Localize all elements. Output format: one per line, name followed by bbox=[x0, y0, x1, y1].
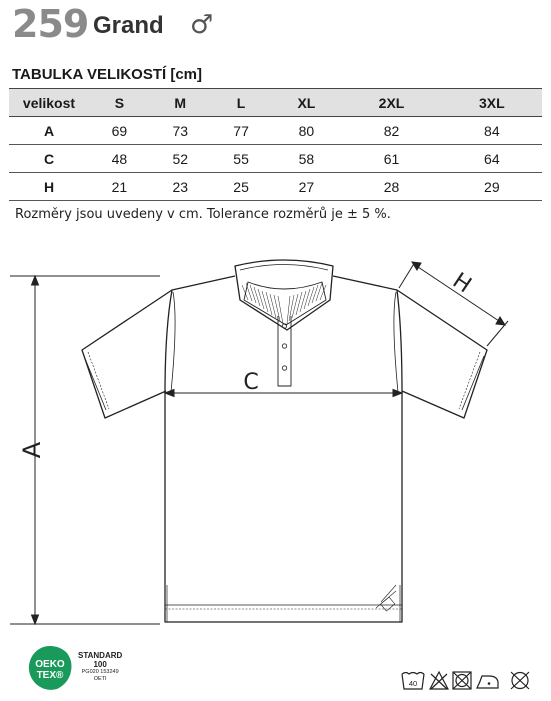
table-cell: 48 bbox=[89, 145, 150, 173]
button bbox=[282, 366, 286, 370]
size-table bbox=[9, 88, 542, 201]
size-table-title: TABULKA VELIKOSTÍ [cm] bbox=[12, 66, 202, 83]
no-tumble-dry-icon bbox=[453, 672, 471, 689]
table-cell: 64 bbox=[442, 145, 542, 173]
size-table-corner: velikost bbox=[9, 89, 89, 117]
table-cell: 28 bbox=[341, 173, 441, 201]
table-cell: 52 bbox=[150, 145, 211, 173]
table-cell: 58 bbox=[271, 145, 341, 173]
no-dry-clean-icon bbox=[511, 672, 529, 689]
product-name: Grand bbox=[93, 12, 164, 39]
table-row bbox=[9, 173, 542, 201]
polo-shirt-drawing bbox=[0, 240, 551, 635]
wash-40-icon bbox=[402, 673, 424, 690]
certificate-code: PG020 153249 bbox=[81, 669, 119, 675]
certificate-institute: OETI bbox=[93, 676, 107, 682]
tex-logo-text: TEX® bbox=[36, 670, 64, 681]
measurement-a-label: A bbox=[18, 441, 46, 459]
table-cell: 84 bbox=[442, 117, 542, 145]
size-column-header: 3XL bbox=[442, 89, 542, 117]
product-code: 259 bbox=[12, 2, 89, 46]
male-gender-icon: ♂ bbox=[190, 10, 214, 40]
placket bbox=[278, 316, 291, 386]
size-table-header-row bbox=[9, 89, 542, 117]
table-cell: 23 bbox=[150, 173, 211, 201]
oeko-tex-logo bbox=[27, 645, 73, 691]
oeko-tex-standard bbox=[78, 651, 122, 683]
table-cell: 55 bbox=[211, 145, 272, 173]
measurement-h-label: H bbox=[447, 268, 476, 299]
no-bleach-icon bbox=[430, 672, 448, 689]
right-sleeve-outline bbox=[397, 290, 487, 418]
table-cell: 80 bbox=[271, 117, 341, 145]
table-cell: 82 bbox=[341, 117, 441, 145]
left-sleeve-outline bbox=[82, 290, 172, 418]
care-symbols bbox=[400, 668, 540, 692]
table-cell: 25 bbox=[211, 173, 272, 201]
size-column-header: L bbox=[211, 89, 272, 117]
table-cell: 21 bbox=[89, 173, 150, 201]
iron-low-icon bbox=[477, 676, 498, 688]
row-label: C bbox=[9, 145, 89, 173]
table-cell: 27 bbox=[271, 173, 341, 201]
tolerance-note: Rozměry jsou uvedeny v cm. Tolerance rozměrů je ± 5 %. bbox=[15, 207, 391, 222]
table-cell: 77 bbox=[211, 117, 272, 145]
wash-temperature: 40 bbox=[408, 679, 418, 688]
size-column-header: 2XL bbox=[341, 89, 441, 117]
right-sleeve-hem bbox=[462, 356, 484, 410]
size-column-header: XL bbox=[271, 89, 341, 117]
table-cell: 61 bbox=[341, 145, 441, 173]
size-column-header: M bbox=[150, 89, 211, 117]
oeko-logo-text: OEKO bbox=[35, 659, 65, 670]
standard-label: STANDARD bbox=[78, 651, 123, 660]
table-row bbox=[9, 117, 542, 145]
button bbox=[282, 344, 286, 348]
row-label: A bbox=[9, 117, 89, 145]
measurement-c-label: C bbox=[243, 370, 259, 395]
left-sleeve-hem bbox=[84, 356, 106, 410]
collar bbox=[235, 260, 333, 330]
table-row bbox=[9, 145, 542, 173]
table-cell: 73 bbox=[150, 117, 211, 145]
row-label: H bbox=[9, 173, 89, 201]
table-cell: 29 bbox=[442, 173, 542, 201]
table-cell: 69 bbox=[89, 117, 150, 145]
standard-number: 100 bbox=[93, 660, 107, 669]
size-column-header: S bbox=[89, 89, 150, 117]
